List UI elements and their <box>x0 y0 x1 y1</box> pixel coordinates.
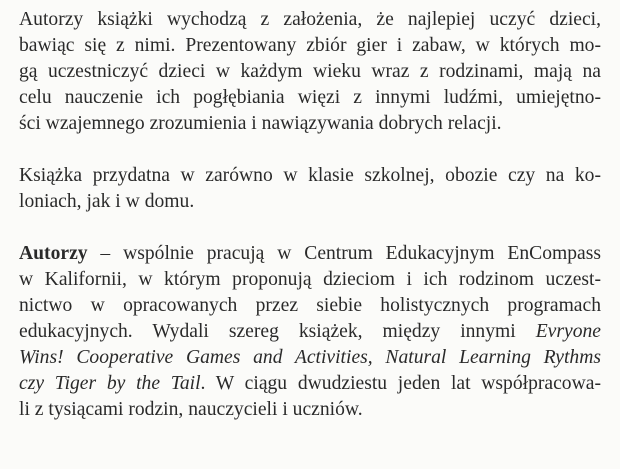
text-line <box>19 189 601 215</box>
text-run: – wspólnie pracują w Centrum Edukacyjnym EnCompass <box>87 243 601 264</box>
text-run: Książka przydatna w zarówno w klasie szkolnej, obozie czy na ko- <box>19 165 601 186</box>
text-run: Autorzy książki wychodzą z założenia, że najlepiej uczyć dzieci, <box>19 9 601 30</box>
text-run: gą uczestniczyć dzieci w każdym wieku wraz z rodzinami, mają na <box>19 61 601 82</box>
text-run: . W ciągu dwudziestu jeden lat współpracowa- <box>200 373 601 394</box>
text-line <box>19 111 601 137</box>
italic-title-text: czy Tiger by the Tail <box>19 373 201 394</box>
paragraph-usage <box>19 163 601 215</box>
text-line <box>19 163 601 189</box>
text-line <box>19 33 601 59</box>
text-line <box>19 293 601 319</box>
text-line <box>19 319 601 345</box>
text-run: nictwo w opracowanych przez siebie holistycznych programach <box>19 295 601 316</box>
text-run: li z tysiącami rodzin, nauczycieli i uczniów. <box>19 399 363 420</box>
text-run: ści wzajemnego zrozumienia i nawiązywania dobrych relacji. <box>19 113 502 134</box>
text-line <box>19 371 601 397</box>
text-line <box>19 397 601 423</box>
text-line <box>19 59 601 85</box>
text-run: celu nauczenie ich pogłębiania więzi z innymi ludźmi, umiejętno- <box>19 87 601 108</box>
paragraph-intro <box>19 7 601 137</box>
text-line <box>19 7 601 33</box>
text-line <box>19 345 601 371</box>
italic-title-text: Evryone <box>535 321 601 342</box>
text-run: w Kalifornii, w którym proponują dzieciom i ich rodzinom uczest- <box>19 269 601 290</box>
text-run: loniach, jak i w domu. <box>19 191 195 212</box>
bold-text: Autorzy <box>19 243 88 264</box>
paragraph-authors <box>19 241 601 423</box>
text-line <box>19 241 601 267</box>
text-line <box>19 267 601 293</box>
text-run: bawiąc się z nimi. Prezentowany zbiór gier i zabaw, w których mo- <box>19 35 601 56</box>
text-line <box>19 85 601 111</box>
text-run: edukacyjnych. Wydali szereg książek, między innymi <box>19 321 536 342</box>
italic-title-text: Wins! Cooperative Games and Activities, Natural Learning Rythms <box>19 347 601 368</box>
